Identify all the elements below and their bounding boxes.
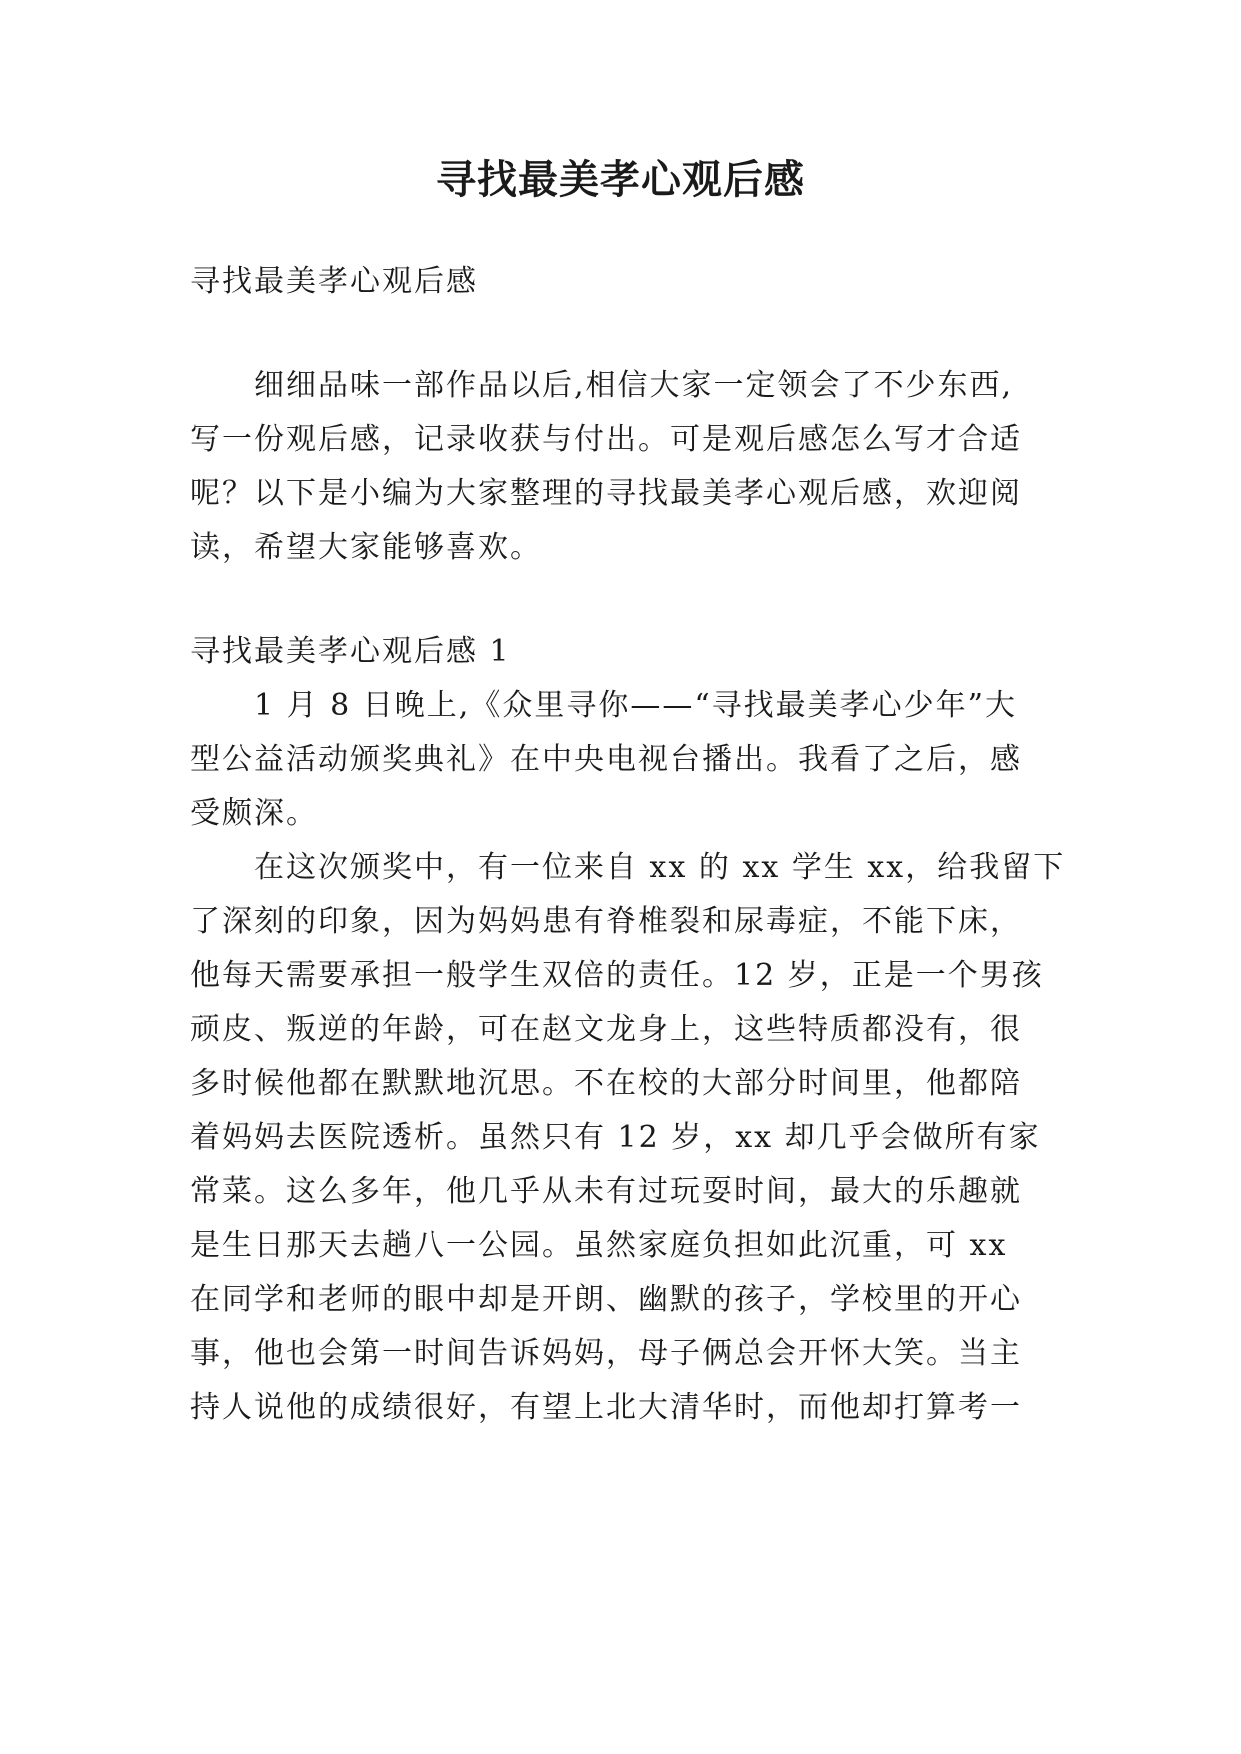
body-line: 在这次颁奖中，有一位来自 xx 的 xx 学生 xx，给我留下 xyxy=(190,850,1066,885)
body-line: 了深刻的印象，因为妈妈患有脊椎裂和尿毒症，不能下床， xyxy=(190,904,1022,939)
subtitle-line: 寻找最美孝心观后感 xyxy=(190,264,478,299)
body-line: 在同学和老师的眼中却是开朗、幽默的孩子，学校里的开心 xyxy=(190,1282,1022,1317)
body-line: 常菜。这么多年，他几乎从未有过玩耍时间，最大的乐趣就 xyxy=(190,1174,1022,1209)
body-line: 呢？以下是小编为大家整理的寻找最美孝心观后感，欢迎阅 xyxy=(190,476,1022,511)
body-line: 细细品味一部作品以后,相信大家一定领会了不少东西, xyxy=(190,368,1014,403)
body-line: 顽皮、叛逆的年龄，可在赵文龙身上，这些特质都没有，很 xyxy=(190,1012,1022,1047)
body-line: 着妈妈去医院透析。虽然只有 12 岁，xx 却几乎会做所有家 xyxy=(190,1120,1041,1155)
body-line: 写一份观后感，记录收获与付出。可是观后感怎么写才合适 xyxy=(190,422,1022,457)
body-line: 是生日那天去趟八一公园。虽然家庭负担如此沉重，可 xx xyxy=(190,1228,1008,1263)
section-heading: 寻找最美孝心观后感 1 xyxy=(190,634,511,669)
body-line: 事，他也会第一时间告诉妈妈，母子俩总会开怀大笑。当主 xyxy=(190,1336,1022,1371)
body-line: 读，希望大家能够喜欢。 xyxy=(190,530,542,565)
body-line: 多时候他都在默默地沉思。不在校的大部分时间里，他都陪 xyxy=(190,1066,1022,1101)
body-line: 1 月 8 日晚上,《众里寻你——“寻找最美孝心少年”大 xyxy=(190,688,1017,723)
body-line: 型公益活动颁奖典礼》在中央电视台播出。我看了之后，感 xyxy=(190,742,1022,777)
body-line: 受颇深。 xyxy=(190,796,318,831)
document-title: 寻找最美孝心观后感 xyxy=(436,156,805,203)
body-line: 他每天需要承担一般学生双倍的责任。12 岁，正是一个男孩 xyxy=(190,958,1044,993)
body-line: 持人说他的成绩很好，有望上北大清华时，而他却打算考一 xyxy=(190,1390,1022,1425)
